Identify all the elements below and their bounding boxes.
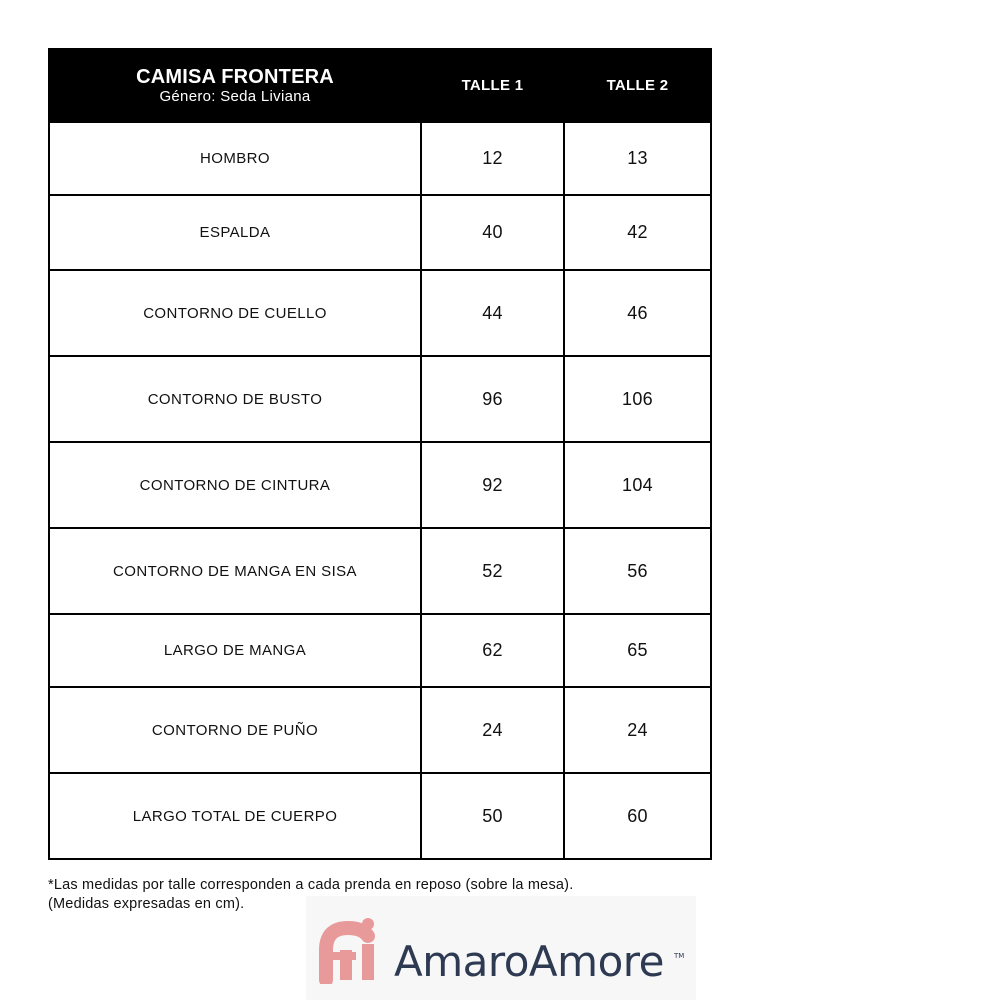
table-row [49,614,711,687]
talle-1-value: 40 [421,195,564,270]
talle-1-value: 96 [421,356,564,442]
talle-2-value: 42 [564,195,711,270]
talle-2-value: 46 [564,270,711,356]
brand-mark-icon [318,914,384,984]
talle-2-value: 13 [564,122,711,195]
talle-1-value: 24 [421,687,564,773]
table-header-row [49,49,711,122]
footnote-line-2: (Medidas expresadas en cm). [48,896,245,912]
talle-2-value: 65 [564,614,711,687]
measurement-label: LARGO DE MANGA [49,614,421,687]
table-row [49,195,711,270]
brand-name: AmaroAmore [394,937,664,986]
measurement-label: HOMBRO [49,122,421,195]
talle-2-value: 24 [564,687,711,773]
measurement-label: CONTORNO DE MANGA EN SISA [49,528,421,614]
talle-1-value: 92 [421,442,564,528]
talle-2-value: 106 [564,356,711,442]
talle-2-value: 60 [564,773,711,859]
measurement-label: CONTORNO DE CINTURA [49,442,421,528]
column-header-talle-2: TALLE 2 [564,49,711,122]
trademark-symbol: TM [674,952,685,960]
product-header-cell [49,49,421,122]
size-chart-table [48,48,712,860]
footnote-line-1: *Las medidas por talle corresponden a cada prenda en reposo (sobre la mesa). [48,877,574,893]
product-title: CAMISA FRONTERA [136,65,334,88]
talle-2-value: 56 [564,528,711,614]
measurement-label: LARGO TOTAL DE CUERPO [49,773,421,859]
brand-logo [306,896,696,1000]
table-row [49,687,711,773]
table-row [49,528,711,614]
measurement-label: ESPALDA [49,195,421,270]
table-row [49,356,711,442]
column-header-talle-1: TALLE 1 [421,49,564,122]
fabric-subtitle: Género: Seda Liviana [159,87,311,105]
talle-1-value: 62 [421,614,564,687]
talle-1-value: 50 [421,773,564,859]
measurement-label: CONTORNO DE BUSTO [49,356,421,442]
talle-2-value: 104 [564,442,711,528]
measurement-label: CONTORNO DE CUELLO [49,270,421,356]
measurement-label: CONTORNO DE PUÑO [49,687,421,773]
talle-1-value: 52 [421,528,564,614]
table-row [49,442,711,528]
talle-1-value: 12 [421,122,564,195]
talle-1-value: 44 [421,270,564,356]
table-row [49,122,711,195]
table-row [49,773,711,859]
table-row [49,270,711,356]
